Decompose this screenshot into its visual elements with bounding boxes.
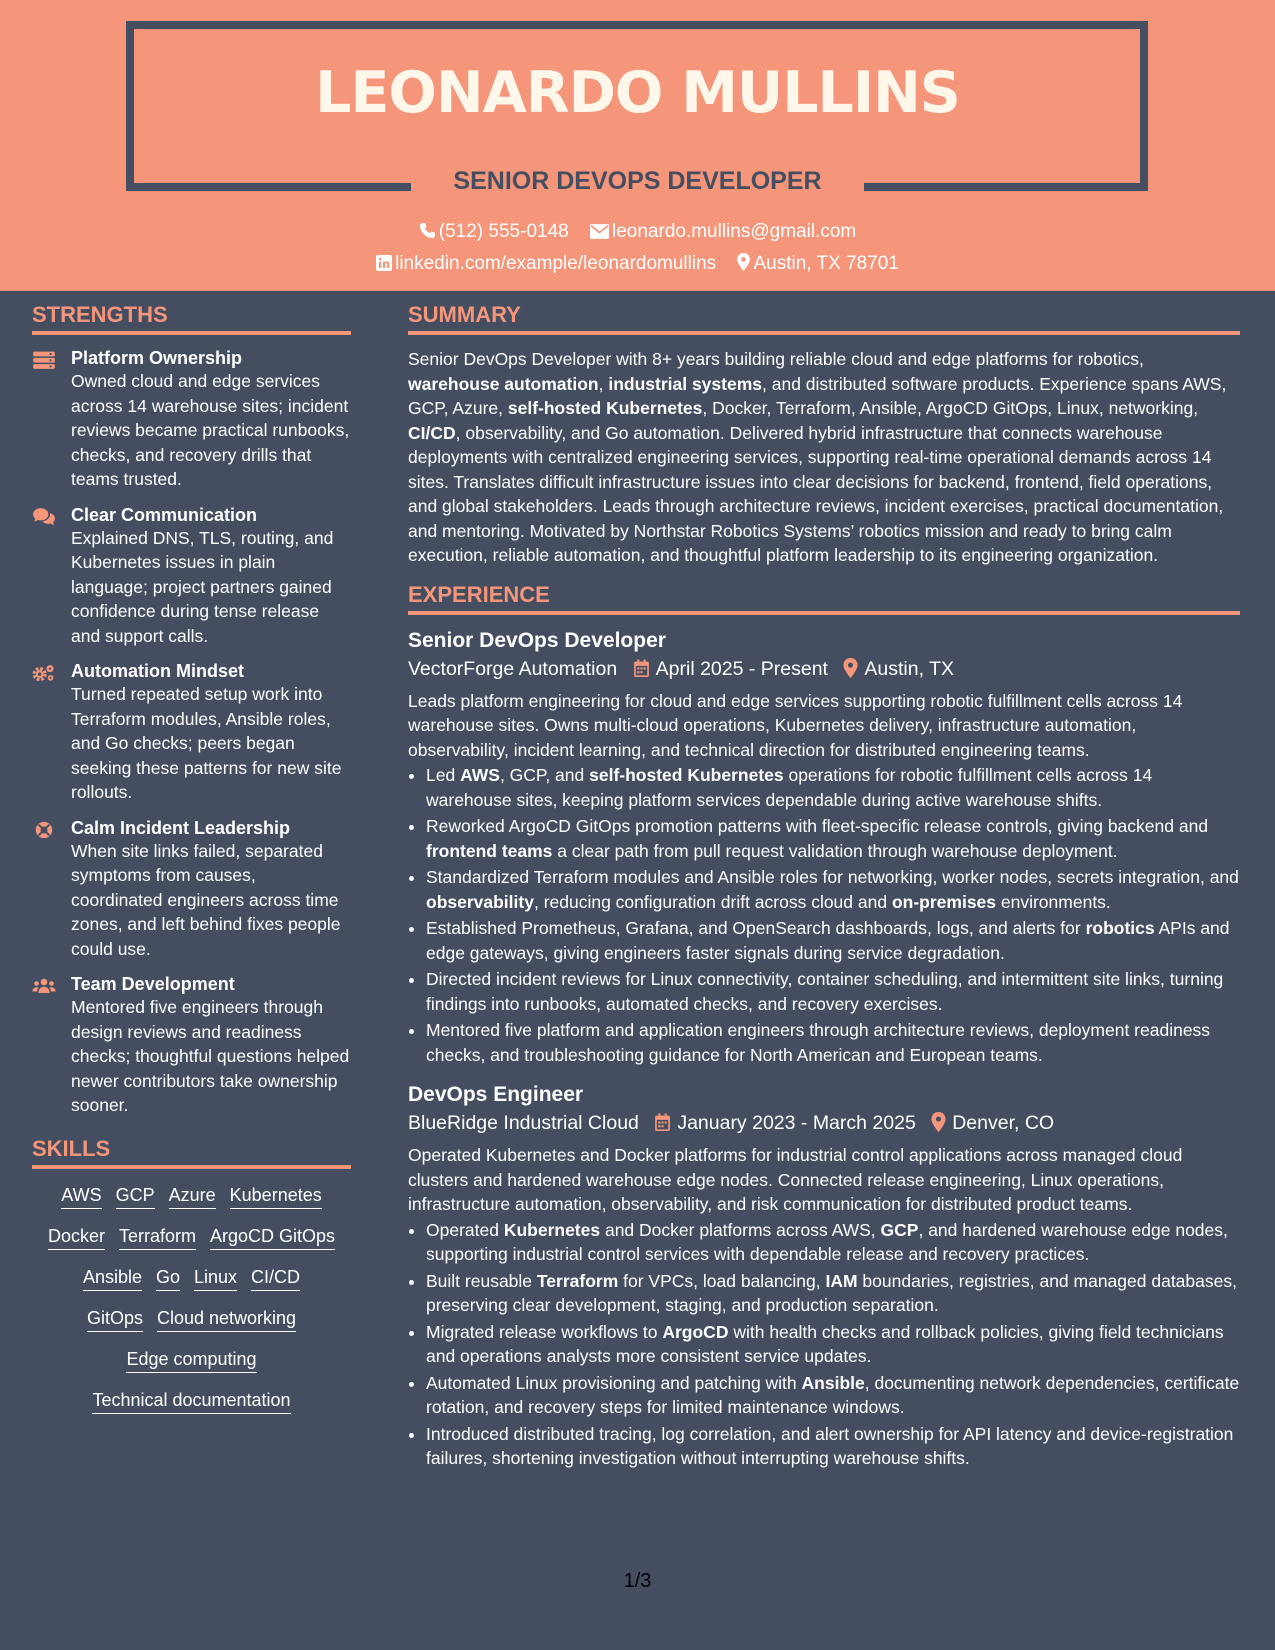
text-run: APIs and edge gateways, giving engineers faster signals during service degradation.	[426, 918, 1230, 963]
skills-row	[32, 1307, 351, 1332]
skill-tag: Edge computing	[126, 1348, 256, 1373]
header-banner	[0, 0, 1275, 291]
skill-tag: CI/CD	[251, 1266, 300, 1291]
map-pin-icon	[931, 1112, 946, 1132]
job-entry	[408, 1081, 1240, 1471]
skills-row	[32, 1225, 351, 1250]
job-bullet	[426, 1371, 1240, 1420]
bold-keyword: on-premises	[891, 891, 997, 912]
strength-title: Platform Ownership	[71, 348, 243, 368]
envelope-icon	[590, 224, 609, 239]
text-run: Automated Linux provisioning and patching with	[426, 1372, 802, 1393]
right-column	[408, 302, 1240, 1485]
skills-row	[32, 1348, 351, 1373]
text-run: Mentored five platform and application engineers through architecture reviews, deployment readiness checks, and troubleshooting guidance for North American and European teams.	[426, 1020, 1211, 1065]
linkedin-icon	[376, 255, 392, 271]
skill-tag: GitOps	[87, 1307, 143, 1332]
text-run: operations for robotic fulfillment cells across 14 warehouse sites, keeping platform services dependable during active warehouse shifts.	[426, 765, 1153, 810]
job-bullets	[408, 763, 1240, 1067]
candidate-name: LEONARDO MULLINS	[315, 60, 960, 126]
text-run: Established Prometheus, Grafana, and OpenSearch dashboards, logs, and alerts for	[426, 918, 1086, 938]
skill-tag: GCP	[116, 1184, 155, 1209]
text-run: , observability, and Go automation. Delivered hybrid infrastructure that connects warehouse deployments with centralized engineering services, supporting real-time operational demands across 14 sites. Translates difficult infrastructure issues into clear decisions for backend, frontend, field operations, and global stakeholders. Leads through architecture reviews, incident exercises, practical documentation, and mentoring. Motivated by Northstar Robotics Systems’ robotics mission and ready to bring calm execution, reliable automation, and thoughtful platform leadership to its engineering organization.	[408, 422, 1224, 565]
strength-title: Calm Incident Leadership	[71, 817, 291, 838]
strength-item	[32, 817, 351, 962]
skill-tag: ArgoCD GitOps	[210, 1225, 335, 1250]
strengths-heading: STRENGTHS	[32, 302, 351, 335]
bold-keyword: GCP	[880, 1219, 919, 1240]
job-title: DevOps Engineer	[408, 1083, 584, 1106]
job-bullet	[426, 865, 1240, 914]
text-run: a clear path from pull request validation through warehouse deployment.	[552, 840, 1118, 861]
text-run: , Docker, Terraform, Ansible, ArgoCD GitOps, Linux, networking,	[702, 398, 1199, 418]
text-run: Led	[426, 765, 461, 785]
calendar-icon	[654, 1113, 671, 1132]
text-run: environments.	[996, 891, 1111, 912]
text-run: Built reusable	[426, 1270, 537, 1291]
calendar-icon	[633, 659, 650, 678]
strength-item	[32, 504, 351, 649]
text-run: Introduced distributed tracing, log correlation, and alert ownership for API latency and device-registration failures, shortening investigation without interrupting warehouse shifts.	[426, 1423, 1234, 1468]
bold-keyword: Terraform	[536, 1270, 619, 1291]
text-run: , reducing configuration drift across cloud and	[533, 891, 892, 912]
experience-heading: EXPERIENCE	[408, 582, 1240, 615]
skill-tag: Ansible	[83, 1266, 142, 1291]
job-bullet	[426, 1269, 1240, 1318]
skill-tag: Terraform	[119, 1225, 196, 1250]
skills-row	[32, 1389, 351, 1414]
skill-tag: Cloud networking	[157, 1307, 296, 1332]
text-run: , and hardened warehouse edge nodes, supporting industrial control services with dependable release and recovery practices.	[426, 1219, 1228, 1264]
job-bullet	[426, 1320, 1240, 1369]
bold-keyword: warehouse automation	[408, 373, 599, 394]
skills-list	[32, 1181, 351, 1414]
text-run: and Docker platforms across AWS,	[600, 1219, 881, 1240]
job-bullet	[426, 763, 1240, 812]
bold-keyword: ArgoCD	[662, 1321, 729, 1342]
bold-keyword: robotics	[1085, 918, 1155, 938]
contact-line-2	[0, 253, 1275, 275]
candidate-title: SENIOR DEVOPS DEVELOPER	[453, 167, 822, 195]
users-icon	[32, 976, 56, 996]
lifering-icon	[32, 820, 56, 840]
server-icon	[32, 350, 56, 370]
strength-desc: When site links failed, separated symptoms from causes, coordinated engineers across time zones, and left behind fixes people could use.	[71, 840, 341, 959]
text-run: Standardized Terraform modules and Ansible roles for networking, worker nodes, secrets integration, and	[426, 867, 1239, 887]
text-run: Senior DevOps Developer with 8+ years building reliable cloud and edge platforms for robotics,	[408, 349, 1144, 369]
strength-title: Clear Communication	[71, 504, 258, 525]
text-run: Operated	[426, 1219, 504, 1240]
job-bullet	[426, 814, 1240, 863]
job-bullet	[426, 1422, 1240, 1471]
job-dates: January 2023 - March 2025	[677, 1112, 916, 1134]
map-pin-icon	[737, 253, 750, 271]
job-bullet	[426, 1018, 1240, 1067]
strength-desc: Owned cloud and edge services across 14 warehouse sites; incident reviews became practical runbooks, checks, and recovery drills that teams trusted.	[71, 371, 350, 489]
skill-tag: Kubernetes	[230, 1184, 322, 1209]
text-run: , documenting network dependencies, certificate rotation, and recovery steps for limited maintenance windows.	[426, 1372, 1240, 1417]
job-meta	[408, 655, 1240, 683]
contact-line-1	[0, 221, 1275, 243]
skills-row	[32, 1184, 351, 1209]
job-bullet	[426, 916, 1240, 965]
strength-item	[32, 660, 351, 805]
job-meta	[408, 1109, 1240, 1137]
job-description: Leads platform engineering for cloud and edge services supporting robotic fulfillment cells across 14 warehouse sites. Owns multi-cloud operations, Kubernetes delivery, infrastructure automation, observability, incident learning, and technical direction for distributed engineering teams.	[408, 690, 1183, 760]
text-run: Migrated release workflows to	[426, 1321, 663, 1342]
strength-item	[32, 973, 351, 1118]
job-location: Denver, CO	[952, 1112, 1055, 1134]
bold-keyword: frontend teams	[426, 840, 553, 861]
job-description: Operated Kubernetes and Docker platforms for industrial control applications across managed cloud clusters and hardened warehouse edge nodes. Connected release engineering, Linux operations, infrastructure automation, observability, and risk communication for distributed product teams.	[408, 1145, 1183, 1214]
job-bullet	[426, 967, 1240, 1016]
contact-location: Austin, TX 78701	[737, 253, 898, 275]
bold-keyword: AWS	[460, 765, 500, 785]
skill-tag: Go	[156, 1266, 180, 1291]
text-run: ,	[598, 373, 609, 394]
summary-text	[408, 347, 1240, 568]
text-run: with health checks and rollback policies, giving field technicians and operations analysts more consistent service updates.	[426, 1321, 1224, 1366]
gears-icon	[32, 663, 56, 683]
bold-keyword: Kubernetes	[503, 1219, 601, 1240]
text-run: boundaries, registries, and managed databases, preserving clear development, staging, and production separation.	[426, 1270, 1237, 1315]
strength-desc: Explained DNS, TLS, routing, and Kubernetes issues in plain language; project partners gained confidence during tense release and support calls.	[71, 527, 334, 646]
text-run: Directed incident reviews for Linux connectivity, container scheduling, and intermittent site links, turning findings into runbooks, automated checks, and recovery exercises.	[426, 969, 1224, 1014]
skills-heading: SKILLS	[32, 1136, 351, 1169]
bold-keyword: observability	[426, 891, 534, 912]
page-number: 1/3	[623, 1570, 652, 1592]
skill-tag: AWS	[61, 1184, 101, 1209]
skills-row	[32, 1266, 351, 1291]
contact-email[interactable]: leonardo.mullins@gmail.com	[590, 221, 856, 243]
phone-icon	[419, 222, 436, 239]
job-location: Austin, TX	[864, 657, 955, 680]
frame-border-top	[126, 21, 1148, 29]
job-bullet	[426, 1218, 1240, 1267]
bold-keyword: CI/CD	[408, 422, 456, 443]
job-title: Senior DevOps Developer	[408, 628, 666, 652]
strength-desc: Mentored five engineers through design reviews and readiness checks; thoughtful questions helped newer contributors take ownership sooner.	[71, 997, 350, 1115]
bold-keyword: Ansible	[801, 1372, 865, 1393]
strength-item	[32, 347, 351, 492]
bold-keyword: IAM	[825, 1270, 858, 1291]
text-run: , GCP, and	[499, 765, 590, 785]
strength-title: Automation Mindset	[71, 661, 244, 681]
text-run: Reworked ArgoCD GitOps promotion patterns with fleet-specific release controls, giving backend and	[426, 816, 1209, 836]
comments-icon	[32, 507, 56, 527]
strength-title: Team Development	[71, 974, 235, 994]
contact-linkedin[interactable]: linkedin.com/example/leonardomullins	[376, 253, 716, 275]
contact-phone: (512) 555-0148	[419, 221, 569, 243]
bold-keyword: self-hosted Kubernetes	[589, 765, 784, 785]
skill-tag: Linux	[194, 1266, 237, 1291]
skill-tag: Technical documentation	[92, 1389, 290, 1414]
job-dates: April 2025 - Present	[655, 657, 828, 680]
job-company: BlueRidge Industrial Cloud	[408, 1112, 639, 1134]
skill-tag: Azure	[169, 1184, 216, 1209]
bold-keyword: self-hosted Kubernetes	[507, 398, 703, 418]
job-bullets	[408, 1218, 1240, 1471]
left-column	[32, 302, 351, 1430]
skill-tag: Docker	[48, 1225, 105, 1250]
job-company: VectorForge Automation	[408, 657, 618, 680]
text-run: for VPCs, load balancing,	[618, 1270, 826, 1291]
bold-keyword: industrial systems	[608, 373, 762, 394]
strength-desc: Turned repeated setup work into Terraform modules, Ansible roles, and Go checks; peers began seeking these patterns for new site rollouts.	[71, 684, 342, 802]
summary-heading: SUMMARY	[408, 302, 1240, 335]
job-entry	[408, 627, 1240, 1068]
text-run: , and distributed software products. Experience spans AWS, GCP, Azure,	[408, 373, 1227, 418]
map-pin-icon	[843, 658, 858, 678]
